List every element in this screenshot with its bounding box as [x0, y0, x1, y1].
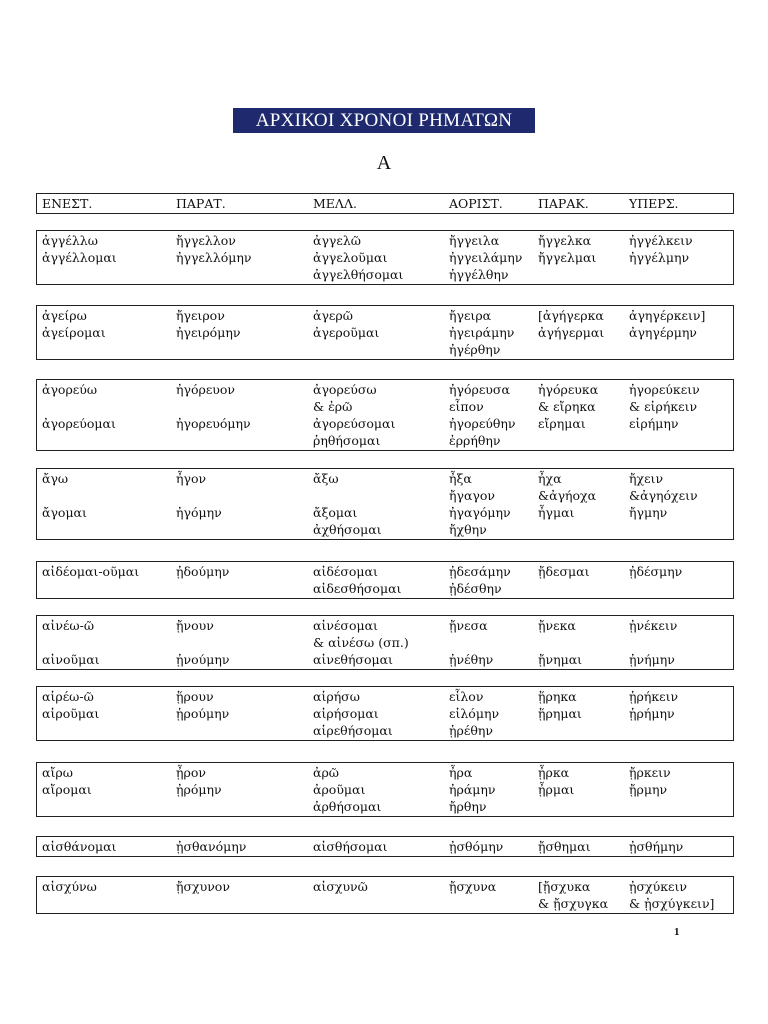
table-cell: ᾐδούμην [176, 564, 230, 579]
table-cell: ἀγορεύομαι [42, 416, 116, 431]
table-cell: ἀγορεύω [42, 382, 98, 397]
table-row [37, 895, 735, 912]
table-cell: ἠγορεύκειν [629, 382, 700, 397]
table-cell: ᾔσχυνον [176, 879, 230, 894]
table-cell: αἴρομαι [42, 782, 92, 797]
table-cell: εἴρημαι [538, 416, 586, 431]
table-cell: εἷλον [449, 689, 484, 704]
table-cell: ἠγειράμην [449, 325, 515, 340]
table-cell: ᾑρήκειν [629, 689, 679, 704]
table-cell: ἀγορεύσομαι [313, 416, 396, 431]
table-cell: ἀγείρω [42, 308, 87, 323]
table-cell: ἦγον [176, 471, 207, 486]
table-cell: ἀχθήσομαι [313, 522, 382, 537]
table-row [37, 521, 735, 538]
table-cell: ἀγγελθήσομαι [313, 267, 404, 282]
table-cell: ἀγγελῶ [313, 233, 361, 248]
table-cell: αἰδέσομαι [313, 564, 378, 579]
table-row [37, 415, 735, 432]
verb-group [36, 876, 734, 914]
verb-group [36, 230, 734, 285]
table-cell: &ἀγηόχειν [629, 488, 698, 503]
table-cell: ᾔνεκα [538, 618, 576, 633]
table-cell: ἀγηγέρμην [629, 325, 697, 340]
table-cell: ἐρρήθην [449, 433, 501, 448]
table-cell: & ᾐσχύγκειν] [629, 896, 715, 911]
table-cell: εἰρήμην [629, 416, 679, 431]
table-cell: ᾐδεσάμην [449, 564, 511, 579]
table-row [37, 722, 735, 739]
table-row [37, 651, 735, 668]
table-cell: ἀγορεύσω [313, 382, 377, 397]
table-cell: ἦξα [449, 471, 472, 486]
header-ypers: ΥΠΕΡΣ. [629, 196, 679, 211]
table-cell: & εἴρηκα [538, 399, 596, 414]
verb-group [36, 561, 734, 599]
table-row [37, 878, 735, 895]
verb-group [36, 762, 734, 817]
header-parat: ΠΑΡΑΤ. [176, 196, 226, 211]
table-cell: αἱροῦμαι [42, 706, 100, 721]
section-letter: Α [376, 152, 392, 174]
table-cell: ἄγω [42, 471, 69, 486]
table-cell: αἰσθάνομαι [42, 839, 117, 854]
table-cell: αἰσθήσομαι [313, 839, 388, 854]
table-cell: ἀγηγέρκειν] [629, 308, 706, 323]
table-cell: ᾐνήμην [629, 652, 675, 667]
table-cell: & ἐρῶ [313, 399, 353, 414]
table-cell: ἤγαγον [449, 488, 495, 503]
table-cell: ἄξω [313, 471, 339, 486]
table-cell: ᾔρκειν [629, 765, 671, 780]
table-cell: εἱλόμην [449, 706, 500, 721]
table-cell: αἰδεσθήσομαι [313, 581, 402, 596]
table-row [37, 781, 735, 798]
verb-group [36, 468, 734, 540]
table-cell: ἦρα [449, 765, 473, 780]
table-cell: ἀγγέλλομαι [42, 250, 117, 265]
table-cell: ἠγγελλόμην [176, 250, 252, 265]
table-cell: &ἀγήοχα [538, 488, 597, 503]
header-parak: ΠΑΡΑΚ. [538, 196, 589, 211]
table-cell: ἀγγελοῦμαι [313, 250, 388, 265]
table-row [37, 232, 735, 249]
table-cell: ᾐνούμην [176, 652, 230, 667]
table-row [37, 798, 735, 815]
table-cell: ἀγεροῦμαι [313, 325, 380, 340]
table-cell: αἱρεθήσομαι [313, 723, 393, 738]
verb-group [36, 615, 734, 670]
table-cell: ᾖρον [176, 765, 206, 780]
table-cell: ἠγειρόμην [176, 325, 241, 340]
verb-group [36, 305, 734, 360]
table-row [37, 266, 735, 283]
table-cell: ἀροῦμαι [313, 782, 366, 797]
table-cell: ᾐσχύκειν [629, 879, 687, 894]
verb-group [36, 379, 734, 451]
table-row [37, 470, 735, 487]
table-cell: ἀγερῶ [313, 308, 353, 323]
page-number: 1 [674, 926, 680, 938]
header-row [37, 195, 735, 212]
table-cell: ᾔνουν [176, 618, 214, 633]
table-cell: ᾐνέθην [449, 652, 494, 667]
table-row [37, 705, 735, 722]
table-row [37, 617, 735, 634]
table-cell: ᾐσθόμην [449, 839, 504, 854]
table-cell: ἀγείρομαι [42, 325, 106, 340]
table-cell: ᾑρήμην [629, 706, 675, 721]
table-row [37, 432, 735, 449]
table-cell: ἤγγειλα [449, 233, 500, 248]
table-cell: ἀγγέλλω [42, 233, 98, 248]
table-row [37, 764, 735, 781]
table-cell: ᾔδεσμαι [538, 564, 590, 579]
table-cell: ἠγορευόμην [176, 416, 251, 431]
table-cell: ᾐρόμην [176, 782, 222, 797]
table-row [37, 838, 735, 855]
page-title: ΑΡΧΙΚΟΙ ΧΡΟΝΟΙ ΡΗΜΑΤΩΝ [233, 108, 535, 133]
table-cell: ᾔνημαι [538, 652, 583, 667]
verb-group [36, 836, 734, 857]
table-cell: & εἰρήκειν [629, 399, 698, 414]
table-cell: ᾔσχυνα [449, 879, 497, 894]
table-row [37, 634, 735, 651]
header-mell: ΜΕΛΛ. [313, 196, 357, 211]
table-cell: ἠγαγόμην [449, 505, 511, 520]
table-cell: & αἰνέσω (σπ.) [313, 635, 409, 650]
table-cell: ᾐσθανόμην [176, 839, 247, 854]
table-cell: ᾑρέθην [449, 723, 493, 738]
table-cell: εἶπον [449, 399, 484, 414]
header-enest: ΕΝΕΣΤ. [42, 196, 93, 211]
table-row [37, 341, 735, 358]
table-cell: αἰνέσομαι [313, 618, 378, 633]
table-cell: ἤγμην [629, 505, 668, 520]
table-cell: αἰσχύνω [42, 879, 97, 894]
header-aorist: ΑΟΡΙΣΤ. [449, 196, 503, 211]
table-row [37, 504, 735, 521]
table-cell: ἠγόμην [176, 505, 222, 520]
table-cell: αἱρήσομαι [313, 706, 379, 721]
table-cell: ᾐδέσμην [629, 564, 683, 579]
table-cell: [ᾔσχυκα [538, 879, 591, 894]
table-cell: [ἀγήγερκα [538, 308, 604, 323]
table-cell: ἠγέρθην [449, 342, 501, 357]
table-cell: ἠγόρευσα [449, 382, 510, 397]
table-cell: ἄξομαι [313, 505, 358, 520]
table-cell: αἰνεθήσομαι [313, 652, 393, 667]
table-cell: ᾕρουν [176, 689, 214, 704]
table-cell: ἠγγειλάμην [449, 250, 523, 265]
table-cell: ἤρθην [449, 799, 487, 814]
table-cell: ἤχειν [629, 471, 664, 486]
table-cell: αἱρέω-ῶ [42, 689, 94, 704]
table-row [37, 381, 735, 398]
table-cell: ἠγόρευκα [538, 382, 599, 397]
table-row [37, 307, 735, 324]
table-cell: ἀγήγερμαι [538, 325, 605, 340]
table-row [37, 398, 735, 415]
table-cell: ᾐδέσθην [449, 581, 502, 596]
table-cell: ᾔσθημαι [538, 839, 591, 854]
table-cell: αἴρω [42, 765, 73, 780]
table-cell: ᾐσθήμην [629, 839, 684, 854]
table-cell: ἀρῶ [313, 765, 339, 780]
table-cell: ἠράμην [449, 782, 496, 797]
table-cell: αἰνέω-ῶ [42, 618, 95, 633]
table-cell: ἤγγελλον [176, 233, 236, 248]
table-cell: ἦγμαι [538, 505, 575, 520]
table-cell: ᾖρκα [538, 765, 570, 780]
table-row [37, 249, 735, 266]
table-row [37, 563, 735, 580]
table-row [37, 487, 735, 504]
table-cell: ἄγομαι [42, 505, 87, 520]
table-cell: αἰσχυνῶ [313, 879, 368, 894]
table-row [37, 688, 735, 705]
table-cell: αἰνοῦμαι [42, 652, 100, 667]
table-row [37, 324, 735, 341]
table-cell: ᾑρούμην [176, 706, 230, 721]
table-cell: & ᾔσχυγκα [538, 896, 609, 911]
table-cell: ᾔνεσα [449, 618, 488, 633]
table-cell: ἀρθήσομαι [313, 799, 382, 814]
table-cell: ῥηθήσομαι [313, 433, 381, 448]
table-cell: ᾔρμην [629, 782, 668, 797]
table-cell: ᾕρημαι [538, 706, 582, 721]
header-row-box [36, 193, 734, 214]
table-cell: ἠγγέλμην [629, 250, 690, 265]
table-cell: ἠγγέλθην [449, 267, 509, 282]
table-cell: ἦχα [538, 471, 562, 486]
table-cell: ἠγορεύθην [449, 416, 516, 431]
table-cell: ᾐνέκειν [629, 618, 678, 633]
table-cell: ἠγγέλκειν [629, 233, 693, 248]
table-cell: ᾕρηκα [538, 689, 577, 704]
table-cell: ἤγειρον [176, 308, 225, 323]
table-cell: αἱρήσω [313, 689, 360, 704]
table-cell: ἤγειρα [449, 308, 492, 323]
table-cell: αἰδέομαι-οῦμαι [42, 564, 140, 579]
table-cell: ἤγγελμαι [538, 250, 597, 265]
verb-group [36, 686, 734, 741]
table-cell: ἠγόρευον [176, 382, 236, 397]
table-cell: ἤγγελκα [538, 233, 592, 248]
table-row [37, 580, 735, 597]
table-cell: ἤχθην [449, 522, 487, 537]
table-cell: ᾖρμαι [538, 782, 575, 797]
